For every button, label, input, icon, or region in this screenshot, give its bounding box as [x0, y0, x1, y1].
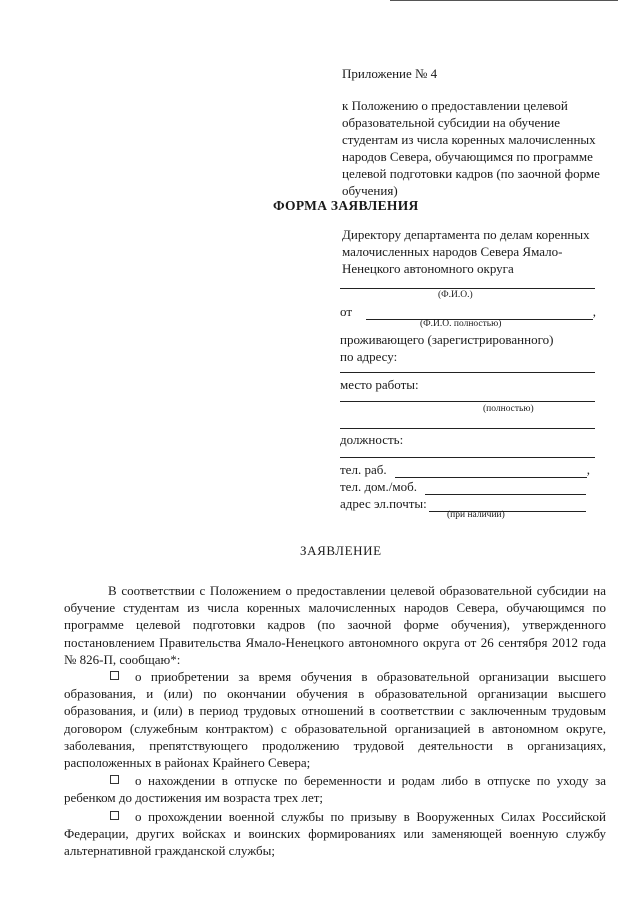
- home-phone-row: [340, 478, 586, 495]
- fio-full-caption: (Ф.И.О. полностью): [420, 319, 502, 329]
- appendix-number: Приложение № 4: [342, 66, 438, 81]
- appendix-line: образовательной субсидии на обучение: [342, 115, 561, 130]
- option-illness: [64, 668, 606, 771]
- fio-caption: (Ф.И.О.): [438, 290, 473, 300]
- option-military-checkbox[interactable]: [110, 811, 119, 820]
- work-phone-label: тел. раб.: [340, 462, 387, 477]
- from-label: от: [340, 304, 353, 319]
- residing-line-2: по адресу:: [340, 349, 398, 364]
- address-line[interactable]: [340, 372, 595, 373]
- work-phone-row: [340, 461, 590, 478]
- statement-title: ЗАЯВЛЕНИЕ: [300, 543, 382, 558]
- top-edge-rule: [390, 0, 618, 1]
- position-line[interactable]: [340, 457, 595, 458]
- email-label: адрес эл.почты:: [340, 496, 427, 511]
- appendix-line: целевой подготовки кадров (по заочной форме: [342, 166, 600, 181]
- appendix-line: к Положению о предоставлении целевой: [342, 98, 568, 113]
- addressee-line: Директору департамента по делам коренных: [342, 227, 590, 242]
- workplace-label: место работы:: [340, 377, 419, 392]
- from-row: [340, 303, 596, 320]
- appendix-line: народов Севера, обучающимся по программе: [342, 149, 593, 164]
- option-illness-checkbox[interactable]: [110, 671, 119, 680]
- option-leave-text: о нахождении в отпуске по беременности и родам либо в отпуске по уходу за ребенком до достижения им возраста трех лет;: [64, 773, 606, 806]
- position-label: должность:: [340, 432, 404, 447]
- appendix-reference: [342, 97, 600, 199]
- home-phone-line[interactable]: [425, 481, 586, 495]
- option-military: [64, 808, 606, 860]
- full-caption: (полностью): [483, 404, 534, 414]
- if-any-caption: (при наличии): [447, 510, 505, 520]
- fio-line[interactable]: [340, 288, 595, 289]
- residing-label: [340, 331, 553, 365]
- home-phone-label: тел. дом./моб.: [340, 479, 417, 494]
- addressee-line: малочисленных народов Севера Ямало-: [342, 244, 563, 259]
- option-leave-checkbox[interactable]: [110, 775, 119, 784]
- residing-line-1: проживающего (зарегистрированного): [340, 332, 554, 347]
- workplace-line-1[interactable]: [340, 401, 595, 402]
- option-leave: [64, 772, 606, 806]
- appendix-line: обучения): [342, 183, 398, 198]
- option-illness-text: о приобретении за время обучения в образовательной организации высшего образования, и (или) по окончании обучения в образовательной организации высшего образования, и (или) в период трудовых отношений в соответствии с заключенным трудовым договором (служебным контрактом) с образовательной организацией в автономном округе, заболевания, препятствующего продолжению трудовой деятельности в организациях, расположенных в районах Крайнего Севера;: [64, 669, 606, 771]
- from-comma: ,: [592, 304, 596, 319]
- intro-paragraph: В соответствии с Положением о предоставлении целевой образовательной субсидии на обучение студентам из числа коренных малочисленных народов Севера, обучающимся по программе целевой подготовки кадров (по заочной форме обучения), утвержденного постановлением Правительства Ямало-Ненецкого автономного округа от 26 сентября 2012 года № 826-П, сообщаю*:: [64, 583, 606, 667]
- from-line[interactable]: [366, 306, 593, 320]
- statement-body: [64, 582, 606, 859]
- form-title: ФОРМА ЗАЯВЛЕНИЯ: [273, 198, 419, 213]
- work-phone-line[interactable]: [395, 464, 587, 478]
- work-phone-comma: ,: [586, 462, 590, 477]
- addressee-block: [342, 226, 590, 277]
- addressee-line: Ненецкого автономного округа: [342, 261, 514, 276]
- workplace-line-2[interactable]: [340, 428, 595, 429]
- option-military-text: о прохождении военной службы по призыву в Вооруженных Силах Российской Федерации, других войсках и воинских формированиях или заменяющей военную службу альтернативной гражданской службы;: [64, 808, 606, 859]
- appendix-line: студентам из числа коренных малочисленных: [342, 132, 596, 147]
